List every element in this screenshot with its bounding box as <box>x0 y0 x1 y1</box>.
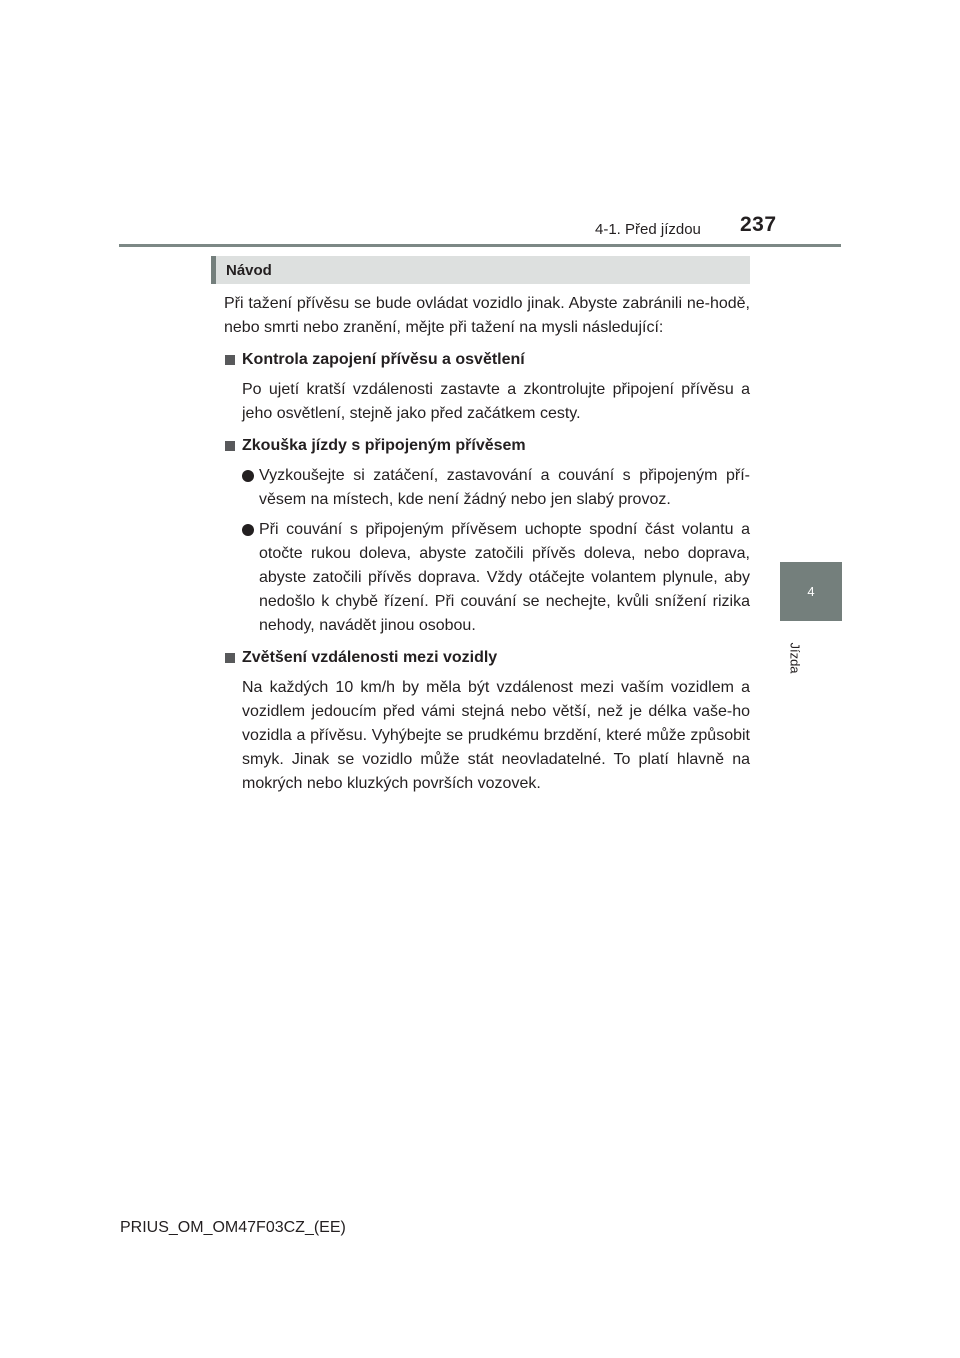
subheading-trailer-check <box>224 348 750 372</box>
chapter-tab[interactable] <box>780 562 842 621</box>
section-label: 4-1. Před jízdou <box>595 221 701 238</box>
chapter-side-label <box>781 628 809 688</box>
square-bullet-icon <box>225 441 235 451</box>
chapter-number: 4 <box>807 584 815 599</box>
subheading-text: Zkouška jízdy s připojeným přívěsem <box>242 437 526 454</box>
paragraph-trailer-check: Po ujetí kratší vzdálenosti zastavte a zkontrolujte připojení přívěsu a jeho osvětlení, stejně jako před začátkem cesty. <box>242 381 750 422</box>
box-title <box>211 256 750 284</box>
bullet-item <box>242 464 750 512</box>
intro-paragraph: Při tažení přívěsu se bude ovládat vozidlo jinak. Abyste zabránili ne-hodě, nebo smrti nebo zranění, mějte při tažení na mysli následující: <box>224 295 750 336</box>
footer-doc-code: PRIUS_OM_OM47F03CZ_(EE) <box>120 1219 346 1236</box>
subheading-text: Zvětšení vzdálenosti mezi vozidly <box>242 649 498 666</box>
bullet-text: Vyzkoušejte si zatáčení, zastavování a couvání s připojeným pří-věsem na místech, kde není žádný nebo jen slabý provoz. <box>259 467 750 508</box>
circle-bullet-icon <box>242 470 254 482</box>
bullet-item <box>242 518 750 638</box>
square-bullet-icon <box>225 355 235 365</box>
chapter-title: Jízda <box>787 642 803 674</box>
subheading-test-drive <box>224 434 750 458</box>
box-title-text: Návod <box>226 261 272 279</box>
square-bullet-icon <box>225 653 235 663</box>
subheading-following-distance <box>224 646 750 670</box>
bullet-text: Při couvání s připojeným přívěsem uchopte spodní část volantu a otočte rukou doleva, abyste zatočili přívěs doleva, nebo doprava, abyste zatočili přívěs doprava. Vždy otáčejte volantem plynule, aby nedošlo k chybě řízení. Při couvání se nechejte, kvůli snížení rizika nehody, navádět jinou osobou. <box>259 521 750 634</box>
circle-bullet-icon <box>242 524 254 536</box>
subheading-text: Kontrola zapojení přívěsu a osvětlení <box>242 351 525 368</box>
header-rule <box>119 244 841 247</box>
page-number: 237 <box>740 213 777 236</box>
paragraph-following-distance: Na každých 10 km/h by měla být vzdálenost mezi vaším vozidlem a vozidlem jedoucím před vámi stejná nebo větší, než je délka vaše-ho vozidla a přívěsu. Vyhýbejte se prudkému brzdění, které může způsobit smyk. Jinak se vozidlo může stát neovladatelné. To platí hlavně na mokrých nebo kluzkých površích vozovek. <box>242 679 750 792</box>
content <box>224 292 750 796</box>
